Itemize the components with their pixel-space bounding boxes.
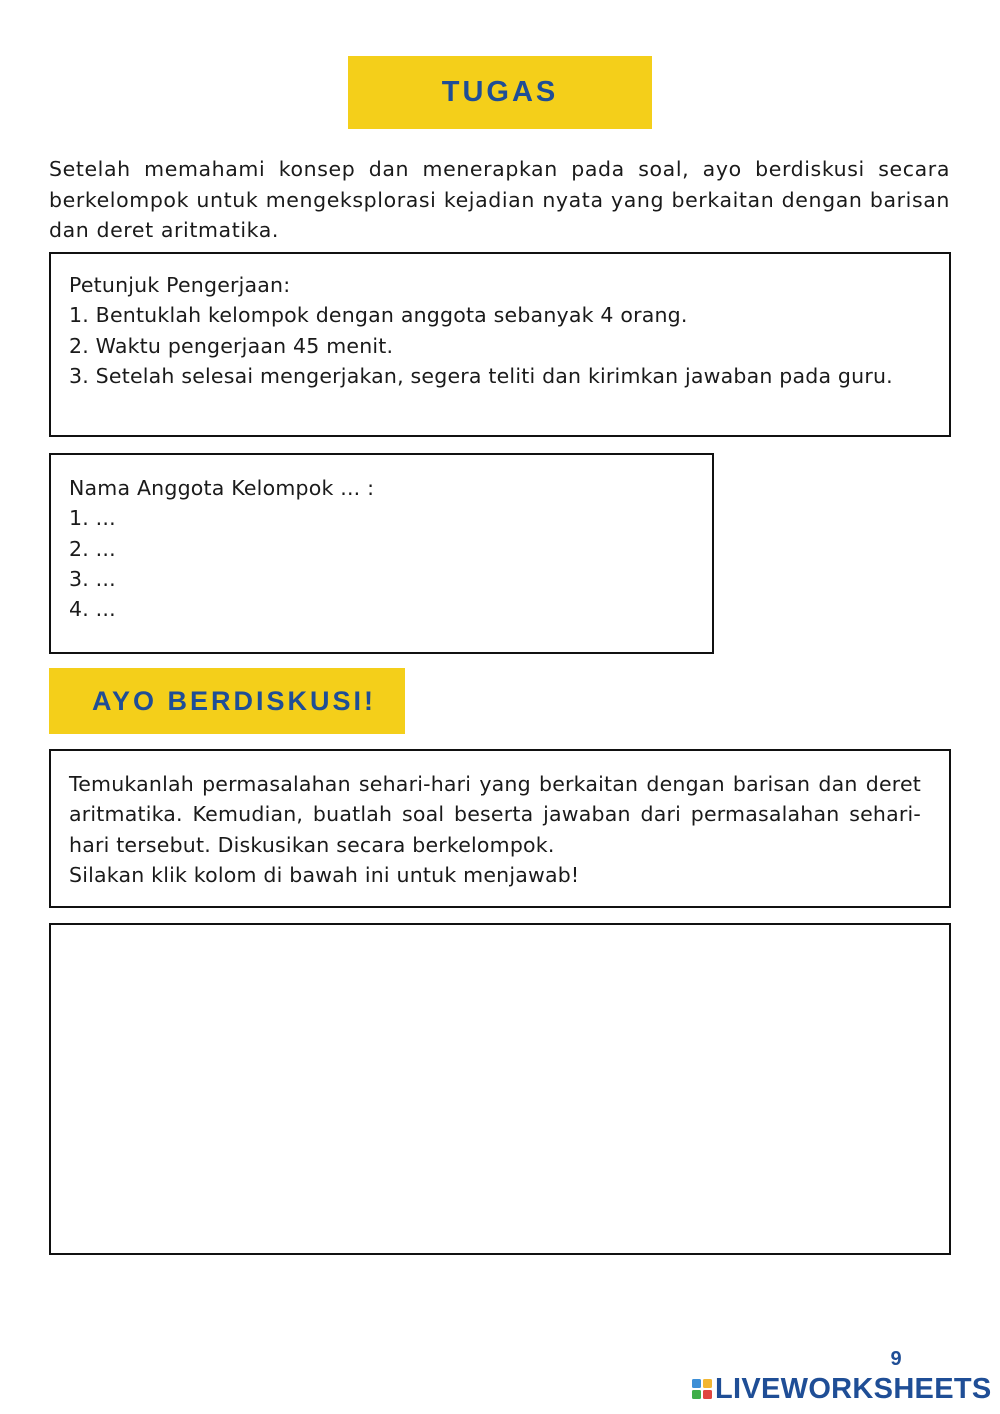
instructions-heading: Petunjuk Pengerjaan: [69, 273, 291, 297]
members-box [49, 453, 714, 654]
members-heading: Nama Anggota Kelompok ... : [69, 476, 375, 500]
brand-text: LIVEWORKSHEETS [715, 1372, 992, 1405]
task-text: Temukanlah permasalahan sehari-hari yang berkaitan dengan barisan dan deret aritmatika. Kemudian, buatlah soal beserta jawaban dari permasalahan sehari-hari tersebut. Diskusikan secara berkelompok. [69, 772, 921, 857]
page-title: TUGAS [441, 76, 559, 108]
discussion-banner [49, 668, 405, 734]
answer-field[interactable] [49, 923, 951, 1255]
liveworksheets-logo-icon [692, 1379, 712, 1399]
intro-paragraph: Setelah memahami konsep dan menerapkan pada soal, ayo berdiskusi secara berkelompok untuk mengeksplorasi kejadian nyata yang berkaitan dengan barisan dan deret aritmatika. [49, 157, 950, 242]
page-number: 9 [890, 1348, 902, 1370]
member-item: 1. ... [69, 506, 116, 531]
member-item: 3. ... [69, 566, 116, 591]
discussion-title: AYO BERDISKUSI! [92, 685, 377, 716]
logo-cell [692, 1379, 701, 1388]
instruction-item: 2. Waktu pengerjaan 45 menit. [69, 333, 394, 358]
instruction-item: 3. Setelah selesai mengerjakan, segera teliti dan kirimkan jawaban pada guru. [69, 363, 893, 388]
logo-cell [692, 1390, 701, 1399]
task-box [49, 749, 951, 908]
logo-cell [703, 1379, 712, 1388]
instructions-box [49, 252, 951, 437]
instruction-item: 1. Bentuklah kelompok dengan anggota sebanyak 4 orang. [69, 303, 688, 328]
task-cta: Silakan klik kolom di bawah ini untuk menjawab! [69, 862, 580, 887]
title-banner [348, 56, 652, 129]
member-item: 2. ... [69, 536, 116, 561]
member-item: 4. ... [69, 597, 116, 622]
logo-cell [703, 1390, 712, 1399]
liveworksheets-logo [692, 1372, 992, 1406]
